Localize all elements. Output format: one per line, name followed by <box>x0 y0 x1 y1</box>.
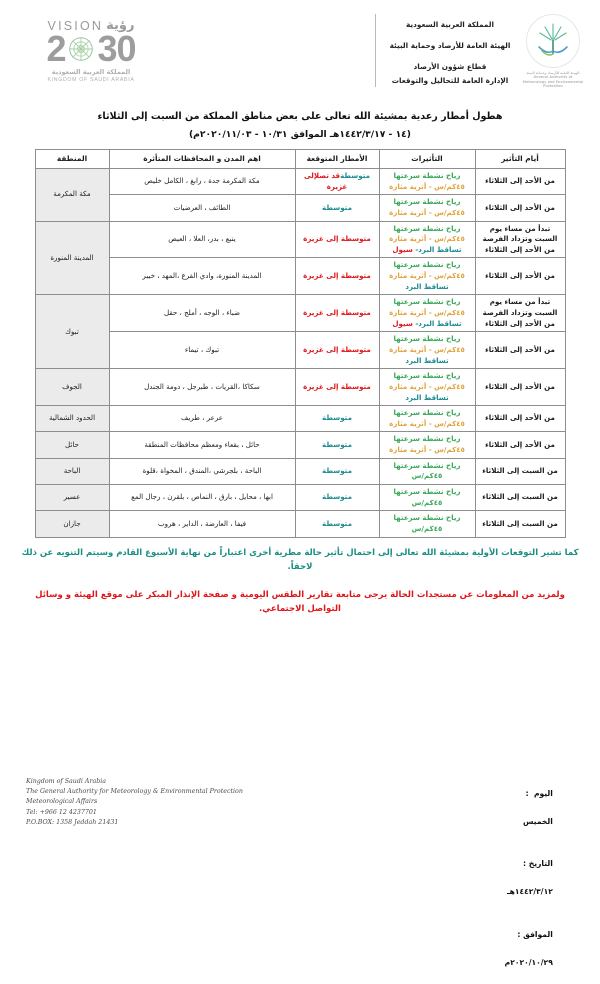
forecast-table-body <box>35 169 565 538</box>
cell-region: الجوف <box>35 369 109 406</box>
note-upcoming-system: كما تشير التوقعات الأولية بمشيئة الله تعالى إلى احتمال تأثير حالة مطرية أخرى اعتباراً من نهاية الأسبوع القادم وسيتم التنويه عن ذلك لاحقاً. <box>21 547 579 572</box>
document-footer <box>0 747 600 967</box>
issue-hijri-row <box>429 843 574 913</box>
text-line: متوسطة <box>322 492 352 502</box>
vision-word-ar: رؤية <box>106 18 135 33</box>
effect-line <box>383 245 472 256</box>
col-header-days: أيام التأثير <box>475 150 565 169</box>
bulletin-title-line1: هطول أمطار رعدية بمشيئة الله تعالى على بعض مناطق المملكة من السبت إلى الثلاثاء <box>97 111 503 123</box>
contact-pobox: P.O.BOX: 1358 Jeddah 21431 <box>26 818 119 826</box>
authority-name: الهيئة العامة للأرصاد وحماية البيئة <box>389 40 511 50</box>
effect-flood: سيول <box>392 244 416 254</box>
cell-cities: ضباء ، الوجه ، أملج ، حقل <box>109 295 295 332</box>
cell-effects <box>379 195 475 221</box>
vision-digit-2: 2 <box>46 28 66 69</box>
table-row <box>35 406 565 432</box>
text-line: تساقط البرد <box>405 281 449 291</box>
text-line: رياح نشطة سرعتها <box>393 197 461 207</box>
cell-cities: الباحة ، بلجرشي ،المندق ، المخواة ،قلوة <box>109 458 295 484</box>
text-line: متوسطة <box>340 171 371 180</box>
authority-text-block <box>375 14 516 87</box>
text-line: رياح نشطة سرعتها <box>393 487 461 497</box>
cell-rain <box>295 169 379 195</box>
table-header-row <box>35 150 565 169</box>
cell-rain <box>295 195 379 221</box>
text-line: رياح نشطة سرعتها <box>393 171 461 180</box>
cell-region: الحدود الشمالية <box>35 406 109 432</box>
text-line: تساقط البرد <box>405 355 449 365</box>
emblem-caption <box>522 71 584 88</box>
text-line: رياح نشطة سرعتها <box>393 408 461 418</box>
table-row <box>35 169 565 195</box>
text-line: ٤٥كم/س <box>411 523 443 533</box>
table-row <box>35 332 565 369</box>
text-line: قد تصل <box>313 171 341 180</box>
table-row <box>35 369 565 406</box>
issue-date-label: التاريخ : <box>523 859 553 869</box>
cell-cities: الطائف ، العرضيات <box>109 195 295 221</box>
text-line: رياح نشطة سرعتها <box>393 334 461 344</box>
effect-line <box>383 319 472 330</box>
cell-cities: تبوك ، تيماء <box>109 332 295 369</box>
issue-day-row <box>429 773 574 843</box>
cell-rain <box>295 432 379 458</box>
cell-effects <box>379 369 475 406</box>
cell-days: من السبت إلى الثلاثاء <box>475 511 565 537</box>
text-line: رياح نشطة سرعتها <box>393 371 461 381</box>
text-line: ٤٥كم/س - أثرية مثارة <box>389 381 465 391</box>
cell-region: المدينة المنورة <box>35 221 109 295</box>
text-line: ٤٥كم/س <box>411 497 443 507</box>
cell-effects <box>379 169 475 195</box>
col-header-cities: اهم المدن و المحافظات المتأثرة <box>109 150 295 169</box>
text-line: متوسطة <box>322 466 352 476</box>
issue-date-block <box>429 747 574 984</box>
cell-effects <box>379 432 475 458</box>
cell-effects <box>379 485 475 511</box>
table-row <box>35 485 565 511</box>
text-line: متوسطة إلى غزيرة <box>303 271 371 281</box>
text-line: متوسطة إلى غزيرة <box>303 234 371 244</box>
text-line: رياح نشطة سرعتها <box>393 297 461 307</box>
text-line: تساقط البرد <box>405 392 449 402</box>
issue-greg-value: ٢٠٢٠/١٠/٢٩م <box>504 957 553 967</box>
vision-year <box>16 28 166 69</box>
cell-days: من الأحد إلى الثلاثاء <box>475 195 565 221</box>
cell-effects <box>379 332 475 369</box>
country-name: المملكة العربية السعودية <box>405 20 495 29</box>
contact-country: Kingdom of Saudi Arabia <box>26 778 107 785</box>
cell-region: جازان <box>35 511 109 537</box>
document-header <box>0 0 600 94</box>
cell-days: تبدأ من مساء يوم السبت وتزداد الفرصة من الأحد إلى الثلاثاء <box>475 295 565 332</box>
cell-rain <box>295 458 379 484</box>
table-row <box>35 258 565 295</box>
text-line: رياح نشطة سرعتها <box>393 460 461 470</box>
vision-kingdom-en: KINGDOM OF SAUDI ARABIA <box>47 77 135 83</box>
text-line: ٤٥كم/س - أثرية مثارة <box>389 271 465 281</box>
issue-gregorian-row <box>429 913 574 983</box>
col-header-region: المنطقة <box>35 150 109 169</box>
text-line: ٤٥كم/س - أثرية مثارة <box>389 234 465 244</box>
cell-cities: فيفا ، العارضة ، الداير ، هروب <box>109 511 295 537</box>
cell-days: من الأحد إلى الثلاثاء <box>475 169 565 195</box>
text-line: متوسطة إلى غزيرة <box>303 344 371 354</box>
text-line: رياح نشطة سرعتها <box>393 434 461 444</box>
issue-date-value: ١٤٤٢/٣/١٢هـ <box>506 887 553 897</box>
contact-tel: Tel: +966 12 4237701 <box>26 808 97 816</box>
text-line: متوسطة إلى غزيرة <box>303 381 371 391</box>
cell-region: عسير <box>35 485 109 511</box>
text-line: متوسطة <box>322 202 352 212</box>
cell-region: تبوك <box>35 295 109 369</box>
text-line: إلى غزيرة <box>303 171 348 191</box>
cell-rain <box>295 406 379 432</box>
bulletin-title <box>22 108 578 143</box>
vision-2030-logo <box>16 14 166 83</box>
effect-hail: تساقط البرد- <box>415 318 462 328</box>
contact-block <box>26 747 243 828</box>
emblem-caption-en: General Authority of Meteorology and Environmental Protection <box>522 75 584 88</box>
vision-subtitle <box>16 68 166 83</box>
issue-day-label: اليوم : <box>525 789 553 799</box>
text-line: متوسطة <box>322 413 352 423</box>
bulletin-title-line2: (١٤ - ١٤٤٢/٣/١٧هـ الموافق ١٠/٣١ - ٢٠٢٠/١١/٠٣م) <box>188 128 411 140</box>
col-header-effects: التأثيرات <box>379 150 475 169</box>
cell-effects <box>379 258 475 295</box>
forecast-table-head <box>35 150 565 169</box>
emblem-circle-icon <box>526 14 580 68</box>
text-line: رياح نشطة سرعتها <box>393 223 461 233</box>
cell-days: من الأحد إلى الثلاثاء <box>475 332 565 369</box>
cell-rain <box>295 369 379 406</box>
cell-region: الباحة <box>35 458 109 484</box>
vision-digit-3: 3 <box>97 28 117 69</box>
cell-days: تبدأ من مساء يوم السبت وتزداد الفرصة من الأحد إلى الثلاثاء <box>475 221 565 258</box>
cell-days: من الأحد إلى الثلاثاء <box>475 369 565 406</box>
cell-days: من السبت إلى الثلاثاء <box>475 485 565 511</box>
text-line: متوسطة <box>322 439 352 449</box>
text-line: ٤٥كم/س - أثرية مثارة <box>389 344 465 354</box>
vision-digit-0: 0 <box>116 28 136 69</box>
issue-day-value: الخميس <box>522 817 553 827</box>
text-line: متوسطة إلى غزيرة <box>303 308 371 318</box>
cell-cities: ابها ، محايل ، بارق ، النماص ، بلقرن ، رجال المع <box>109 485 295 511</box>
vision-kingdom-ar: المملكة العربية السعودية <box>51 68 131 76</box>
vision-rosette-icon <box>66 34 96 64</box>
table-row <box>35 195 565 221</box>
contact-affairs: Meteorological Affairs <box>26 798 98 806</box>
cell-rain <box>295 511 379 537</box>
authority-identity <box>375 14 584 88</box>
cell-cities: حائل ، بقعاء ومعظم محافظات المنطقة <box>109 432 295 458</box>
text-line: رياح نشطة سرعتها <box>393 513 461 523</box>
text-line: متوسطة <box>322 518 352 528</box>
cell-rain <box>295 258 379 295</box>
vision-word-en: VISION <box>47 18 104 33</box>
cell-cities: سكاكا ،القريات ، طبرجل ، دومة الجندل <box>109 369 295 406</box>
cell-effects <box>379 511 475 537</box>
cell-cities: ينبع ، بدر، العلا ، العيص <box>109 221 295 258</box>
col-header-rain: الأمطار المتوقعة <box>295 150 379 169</box>
cell-days: من الأحد إلى الثلاثاء <box>475 258 565 295</box>
text-line: ٤٥كم/س <box>411 471 443 481</box>
table-row <box>35 221 565 258</box>
text-line: ٤٥كم/س - أثرية مثارة <box>389 445 465 455</box>
gamep-emblem <box>522 14 584 88</box>
table-row <box>35 295 565 332</box>
cell-effects <box>379 221 475 258</box>
cell-region: حائل <box>35 432 109 458</box>
table-row <box>35 511 565 537</box>
cell-days: من الأحد إلى الثلاثاء <box>475 406 565 432</box>
text-line: ٤٥كم/س - أثرية مثارة <box>389 308 465 318</box>
cell-cities: المدينة المنورة، وادي الفرع ،المهد ، خيبر <box>109 258 295 295</box>
forecast-table <box>35 149 566 538</box>
text-line: ٤٥كم/س - أثرية مثارة <box>389 181 465 191</box>
sector-name: قطاع شؤون الأرصاد <box>413 61 487 71</box>
table-row <box>35 458 565 484</box>
text-line: رياح نشطة سرعتها <box>393 260 461 270</box>
effect-flood: سيول <box>392 318 416 328</box>
cell-effects <box>379 406 475 432</box>
table-row <box>35 432 565 458</box>
text-line: ٤٥كم/س - أثرية مثارة <box>389 418 465 428</box>
note-more-information: ولمزيد من المعلومات عن مستجدات الحالة يرجى متابعة تقارير الطقس اليومية و صفحة الإنذار المبكر على موقع الهيئة و وسائل التواصل الاجتماعي. <box>35 589 565 614</box>
cell-days: من السبت إلى الثلاثاء <box>475 458 565 484</box>
cell-rain <box>295 485 379 511</box>
cell-rain <box>295 332 379 369</box>
cell-cities: مكة المكرمة جدة ، رابغ ، الكامل خليص <box>109 169 295 195</box>
text-line: ٤٥كم/س - أثرية مثارة <box>389 207 465 217</box>
cell-days: من الأحد إلى الثلاثاء <box>475 432 565 458</box>
contact-authority: The General Authority for Meteorology & Environmental Protection <box>26 788 243 796</box>
effect-hail: تساقط البرد- <box>415 244 462 254</box>
cell-effects <box>379 458 475 484</box>
department-name: الإدارة العامة للتحاليل والتوقعات <box>391 75 509 85</box>
cell-rain <box>295 295 379 332</box>
cell-region: مكة المكرمة <box>35 169 109 222</box>
cell-effects <box>379 295 475 332</box>
cell-rain <box>295 221 379 258</box>
cell-cities: عرعر ، طريف <box>109 406 295 432</box>
emblem-caption-ar: الهيئة العامة للأرصاد وحماية البيئة <box>526 71 580 75</box>
issue-greg-label: الموافق : <box>517 929 553 939</box>
